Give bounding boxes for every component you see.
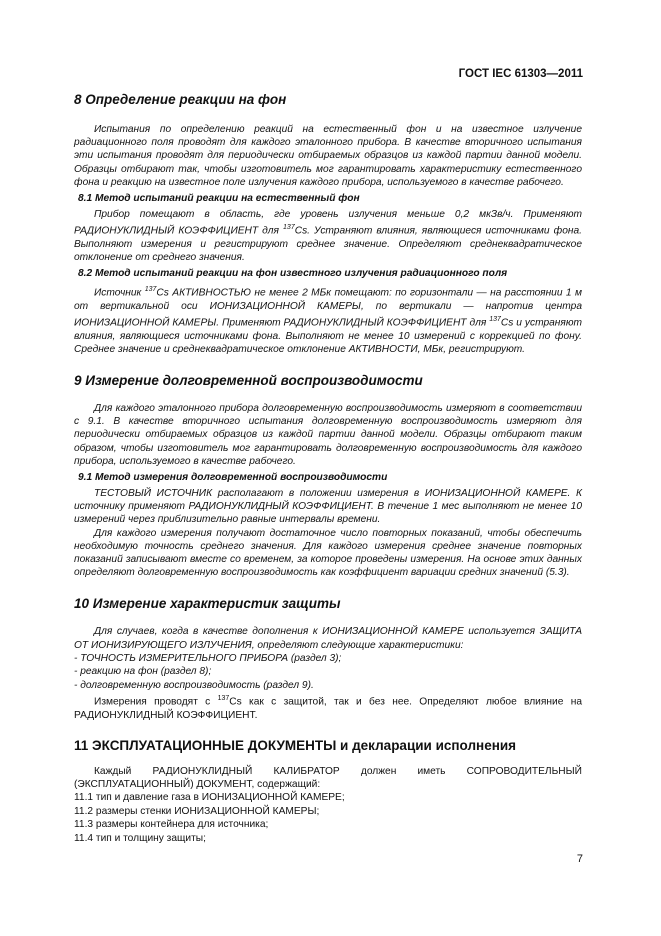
list-item: 11.1 тип и давление газа в ИОНИЗАЦИОННОЙ КАМЕРЕ; [74, 792, 345, 804]
section-9-intro: Для каждого эталонного прибора долговременную воспроизводимость измеряют в соответствии с 9.1. В качестве вторичного испытания долговременную воспроизводимость измеряют для периодически отбираемых образцов из каждой партии данной модели. Образцы отбирают таким образом, чтобы изготовитель мог гарантировать долговременную воспроизводимость для каждого прибора, используемого в качестве рабочего. [74, 403, 582, 467]
section-8-2-title: 8.2 Метод испытаний реакции на фон известного излучения радиационного поля [78, 268, 508, 280]
section-9-1-title: 9.1 Метод измерения долговременной воспроизводимости [78, 472, 388, 484]
page-number: 7 [576, 853, 583, 865]
section-8-1-text: Прибор помещают в область, где уровень излучения меньше 0,2 мкЗв/ч. Применяют РАДИОНУКЛИДНЫЙ КОЭФФИЦИЕНТ для $^{137}$Cs. Устраняют влияния, являющиеся источниками фона. Выполняют измерения и регистрируют среднее значение. Определяют среднеквадратическое отклонение от среднего значения. [74, 209, 582, 264]
section-11-title: 11 ЭКСПЛУАТАЦИОННЫЕ ДОКУМЕНТЫ и декларации исполнения [74, 737, 517, 753]
section-8-title: 8 Определение реакции на фон [74, 92, 287, 107]
section-9-title: 9 Измерение долговременной воспроизводимости [74, 373, 423, 389]
section-8-2-text: Источник $^{137}$Cs АКТИВНОСТЬЮ не менее 2 МБк помещают: по горизонтали — на расстоянии 1 м от вертикальной оси ИОНИЗАЦИОННОЙ КАМЕРЫ, по вертикали — напротив центра ИОНИЗАЦИОННОЙ КАМЕРЫ. Применяют РАДИОНУКЛИДНЫЙ КОЭФФИЦИЕНТ для $^{137}$Cs и устраняют влияния, являющиеся источниками фона. Выполняют не менее 10 измерений с коррекцией по фону. Среднее значение и среднеквадратическое отклонение АКТИВНОСТИ, МБк, регистрируют. [74, 286, 582, 355]
list-item: - долговременную воспроизводимость (раздел 9). [74, 679, 314, 691]
list-item: 11.3 размеры контейнера для источника; [74, 819, 269, 831]
section-10-intro: Для случаев, когда в качестве дополнения к ИОНИЗАЦИОННОЙ КАМЕРЕ используется ЗАЩИТА ОТ ИОНИЗИРУЮЩЕГО ИЗЛУЧЕНИЯ, определяют следующие характеристики: [74, 626, 582, 651]
list-item: - ТОЧНОСТЬ ИЗМЕРИТЕЛЬНОГО ПРИБОРА (раздел 3); [74, 652, 342, 664]
section-8-1-title: 8.1 Метод испытаний реакции на естественный фон [78, 193, 360, 205]
list-item: 11.2 размеры стенки ИОНИЗАЦИОННОЙ КАМЕРЫ; [74, 805, 320, 817]
section-9-1-text-2: Для каждого измерения получают достаточное число повторных показаний, чтобы обеспечить необходимую точность среднего значения. Для каждого измерения среднее значение повторных показаний записывают вместе со временем, за которое проведены измерения. На основе этих данных определяют долговременную воспроизводимость как коэффициент вариации средних значений (5.3). [74, 527, 582, 579]
list-item: - реакцию на фон (раздел 8); [74, 666, 212, 678]
section-8-intro: Испытания по определению реакций на естественный фон и на известное излучение радиационного поля проводят для каждого эталонного прибора. В качестве вторичного испытания эти испытания проводят для периодически отбираемых образцов из каждой партии данной модели. Образцы отбирают так, чтобы изготовитель мог гарантировать характеристику естественного фона и реакцию на известное поле излучения каждого прибора, используемого в качестве рабочего. [74, 124, 582, 188]
section-9-1-text-1: ТЕСТОВЫЙ ИСТОЧНИК располагают в положении измерения в ИОНИЗАЦИОННОЙ КАМЕРЕ. К источнику применяют РАДИОНУКЛИДНЫЙ КОЭФФИЦИЕНТ. В течение 1 мес выполняют не менее 10 измерений через приблизительно равные интервалы времени. [74, 488, 582, 526]
section-10-title: 10 Измерение характеристик защиты [74, 596, 341, 612]
standard-header: ГОСТ IEC 61303—2011 [458, 68, 583, 80]
section-11-intro: Каждый РАДИОНУКЛИДНЫЙ КАЛИБРАТОР должен иметь СОПРОВОДИТЕЛЬНЫЙ (ЭКСПЛУАТАЦИОННЫЙ) ДОКУМЕНТ, содержащий: [74, 765, 582, 791]
list-item: 11.4 тип и толщину защиты; [74, 832, 206, 844]
section-10-outro: Измерения проводят с $^{137}$Cs как с защитой, так и без нее. Определяют любое влияние на РАДИОНУКЛИДНЫЙ КОЭФФИЦИЕНТ. [74, 695, 582, 721]
page-content [74, 92, 582, 845]
